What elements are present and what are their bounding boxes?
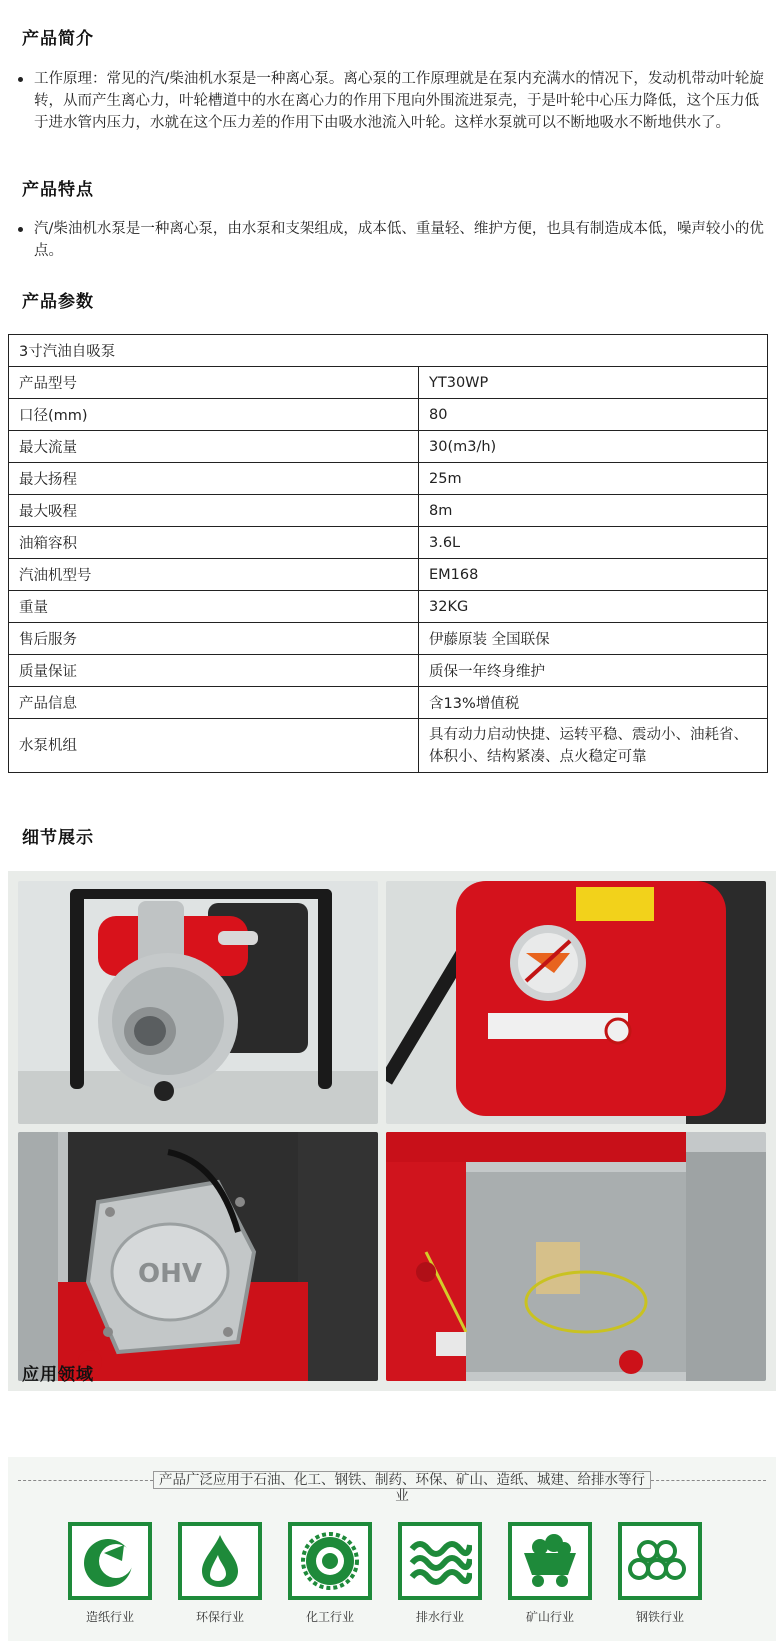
table-row (9, 591, 768, 623)
table-row (9, 623, 768, 655)
app-label: 化工行业 (305, 1610, 354, 1624)
param-value: 3.6L (419, 527, 768, 559)
table-row (9, 687, 768, 719)
params-table (8, 334, 768, 773)
table-row (9, 495, 768, 527)
photo-fuel-tank (386, 881, 766, 1124)
features-paragraph (16, 218, 764, 262)
param-value: 25m (419, 463, 768, 495)
table-row (9, 559, 768, 591)
app-item-chemical (288, 1522, 372, 1625)
app-label: 环保行业 (195, 1610, 244, 1624)
table-row (9, 431, 768, 463)
mining-industry-icon (508, 1522, 592, 1600)
applications-banner (8, 1471, 776, 1504)
param-value: YT30WP (419, 367, 768, 399)
applications-banner-text: 产品广泛应用于石油、化工、钢铁、制药、环保、矿山、造纸、城建、给排水等行业 (153, 1471, 651, 1489)
app-label: 矿山行业 (525, 1610, 574, 1624)
param-key: 售后服务 (9, 623, 419, 655)
ohv-emboss: OHV (138, 1259, 202, 1289)
section-title-applications: 应用领域 (22, 1365, 94, 1385)
intro-text: 工作原理：常见的汽/柴油机水泵是一种离心泵。离心泵的工作原理就是在泵内充满水的情况下，发动机带动叶轮旋转，从而产生离心力，叶轮槽道中的水在离心力的作用下甩向外围流进泵壳，于是叶轮中心压力降低，这个压力低于进水管内压力，水就在这个压力差的作用下由吸水池流入叶轮。这样水泵就可以不断地吸水不断地供水了。 (34, 71, 764, 131)
param-value: 80 (419, 399, 768, 431)
banner-line-left (18, 1480, 153, 1481)
chemical-industry-icon (288, 1522, 372, 1600)
drainage-industry-icon (398, 1522, 482, 1600)
table-row (9, 367, 768, 399)
param-key: 重量 (9, 591, 419, 623)
detail-gallery (8, 871, 776, 1391)
param-key: 产品信息 (9, 687, 419, 719)
params-header-row (9, 335, 768, 367)
photo-engine-side (386, 1132, 766, 1381)
param-value: 具有动力启动快捷、运转平稳、震动小、油耗省、体积小、结构紧凑、点火稳定可靠 (419, 719, 768, 773)
section-title-details: 细节展示 (22, 828, 94, 848)
section-title-params: 产品参数 (22, 292, 94, 312)
params-header: 3寸汽油自吸泵 (9, 335, 768, 367)
param-value: 质保一年终身维护 (419, 655, 768, 687)
param-value: 含13%增值税 (419, 687, 768, 719)
bullet-dot (18, 77, 23, 82)
param-key: 质量保证 (9, 655, 419, 687)
param-key: 口径(mm) (9, 399, 419, 431)
applications-panel (8, 1457, 776, 1641)
param-key: 油箱容积 (9, 527, 419, 559)
table-row (9, 399, 768, 431)
param-value: EM168 (419, 559, 768, 591)
app-item-environmental (178, 1522, 262, 1625)
param-value: 伊藤原装 全国联保 (419, 623, 768, 655)
param-key: 最大流量 (9, 431, 419, 463)
app-label: 造纸行业 (85, 1610, 134, 1624)
param-key: 最大扬程 (9, 463, 419, 495)
app-item-mining (508, 1522, 592, 1625)
table-row (9, 463, 768, 495)
features-text: 汽/柴油机水泵是一种离心泵，由水泵和支架组成，成本低、重量轻、维护方便，也具有制造成本低，噪声较小的优点。 (34, 221, 764, 259)
param-key: 产品型号 (9, 367, 419, 399)
environmental-industry-icon (178, 1522, 262, 1600)
app-label: 钢铁行业 (635, 1610, 684, 1624)
steel-industry-icon (618, 1522, 702, 1600)
photo-engine-ohv (18, 1132, 378, 1381)
param-key: 最大吸程 (9, 495, 419, 527)
app-label: 排水行业 (415, 1610, 464, 1624)
param-key: 汽油机型号 (9, 559, 419, 591)
param-value: 30(m3/h) (419, 431, 768, 463)
app-item-drainage (398, 1522, 482, 1625)
bullet-dot (18, 227, 23, 232)
table-row (9, 719, 768, 773)
app-item-steel (618, 1522, 702, 1625)
table-row (9, 527, 768, 559)
intro-paragraph (16, 68, 764, 134)
param-value: 8m (419, 495, 768, 527)
paper-industry-icon (68, 1522, 152, 1600)
photo-pump-front (18, 881, 378, 1124)
table-row (9, 655, 768, 687)
section-title-features: 产品特点 (22, 180, 94, 200)
param-key: 水泵机组 (9, 719, 419, 773)
param-value: 32KG (419, 591, 768, 623)
banner-line-right (651, 1480, 766, 1481)
app-item-paper (68, 1522, 152, 1625)
section-title-intro: 产品简介 (22, 29, 94, 49)
